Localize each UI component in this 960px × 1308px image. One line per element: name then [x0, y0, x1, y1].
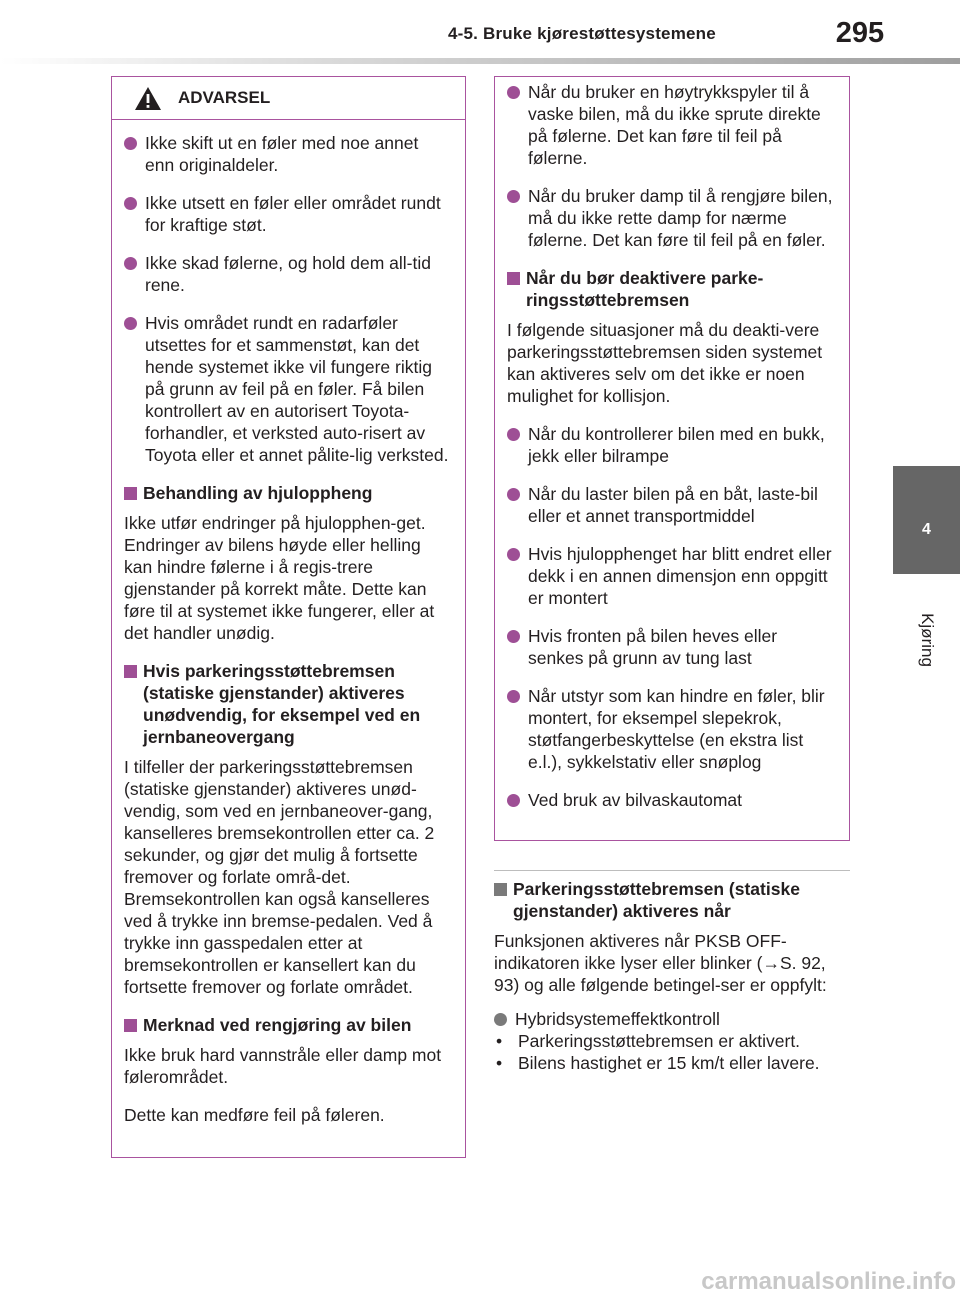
warning-box	[111, 76, 466, 1158]
square-bullet-icon	[124, 1019, 137, 1032]
section-heading: Behandling av hjuloppheng	[124, 482, 451, 504]
list-item: Når utstyr som kan hindre en føler, blir montert, for eksempel slepekrok, støtfangerbeskyttelse (en ekstra list e.l.), sykkelstativ eller snøplog	[507, 685, 835, 773]
dash-list-item: • Bilens hastighet er 15 km/t eller lavere.	[496, 1053, 820, 1073]
info-heading: Parkeringsstøttebremsen (statiske gjenstander) aktiveres når	[494, 878, 850, 922]
list-item: Når du kontrollerer bilen med en bukk, jekk eller bilrampe	[507, 423, 835, 467]
warning-continued-content	[495, 77, 849, 811]
list-item: Når du bruker en høytrykkspyler til å vaske bilen, må du ikke sprute direkte på følerne. Det kan føre til feil på følerne.	[507, 81, 835, 169]
warning-title: ADVARSEL	[178, 88, 271, 107]
section-paragraph: Dette kan medføre feil på føleren.	[124, 1105, 385, 1125]
list-item: Når du bruker damp til å rengjøre bilen, må du ikke rette damp for nærme følerne. Det kan føre til feil på en føler.	[507, 185, 835, 251]
square-bullet-icon	[124, 487, 137, 500]
info-paragraph: Funksjonen aktiveres når PKSB OFF-indikatoren ikke lyser eller blinker (→S. 92, 93) og alle følgende betingel-ser er oppfylt:	[494, 931, 827, 995]
bullet-dot-icon	[507, 488, 520, 501]
section-heading: Merknad ved rengjøring av bilen	[124, 1014, 451, 1036]
list-item: Ikke skad følerne, og hold dem all-tid rene.	[124, 252, 451, 296]
warning-header	[112, 77, 465, 120]
square-bullet-icon	[507, 272, 520, 285]
list-item: Ved bruk av bilvaskautomat	[507, 789, 835, 811]
warning-triangle-icon	[134, 86, 162, 111]
section-heading: Hvis parkeringsstøttebremsen (statiske gjenstander) aktiveres unødvendig, for eksempel ved en jernbaneovergang	[124, 660, 451, 748]
bullet-dot-icon	[507, 86, 520, 99]
dash-bullet-icon: •	[496, 1031, 503, 1051]
list-item: Ikke utsett en føler eller området rundt for kraftige støt.	[124, 192, 451, 236]
section-paragraph: Ikke utfør endringer på hjulopphen-get. Endringer av bilens høyde eller helling kan hindre følerne i å regis-trere gjenstander på korrekt måte. Dette kan føre til at systemet ikke fungerer, eller at det handler unødig.	[124, 513, 435, 643]
bullet-dot-icon	[507, 548, 520, 561]
bullet-dot-icon	[507, 190, 520, 203]
page-number: 295	[835, 17, 885, 49]
bullet-dot-icon	[507, 630, 520, 643]
info-section	[494, 870, 850, 1074]
warning-box-continued	[494, 76, 850, 841]
bullet-dot-icon	[124, 317, 137, 330]
header-section-title: 4-5. Bruke kjørestøttesystemene	[448, 24, 716, 43]
bullet-dot-icon	[507, 428, 520, 441]
section-paragraph: Ikke bruk hard vannstråle eller damp mot følerområdet.	[124, 1045, 442, 1087]
square-bullet-icon	[494, 883, 507, 896]
list-item: Hvis området rundt en radarføler utsettes for et sammenstøt, kan det hende systemet ikke vil fungere riktig på grunn av feil på en føler. Få bilen kontrollert av en autorisert Toyota-forhandler, et verksted auto-risert av Toyota eller et annet pålite-lig verksted.	[124, 312, 451, 466]
bullet-dot-icon	[124, 197, 137, 210]
watermark: carmanualsonline.info	[701, 1268, 956, 1295]
list-item: Hybridsystemeffektkontroll	[494, 1008, 850, 1030]
square-bullet-icon	[124, 665, 137, 678]
warning-content	[112, 120, 465, 1126]
bullet-dot-icon	[124, 137, 137, 150]
chapter-label-text: Kjøring	[917, 613, 937, 667]
section-heading: Når du bør deaktivere parke-ringsstøttebremsen	[507, 267, 835, 311]
chapter-tab[interactable]: 4	[893, 466, 960, 574]
list-item: Hvis fronten på bilen heves eller senkes på grunn av tung last	[507, 625, 835, 669]
header-rule	[0, 58, 960, 64]
bullet-dot-icon	[494, 1013, 507, 1026]
bullet-dot-icon	[507, 690, 520, 703]
list-item: Ikke skift ut en føler med noe annet enn originaldeler.	[124, 132, 451, 176]
section-paragraph: I følgende situasjoner må du deakti-vere parkeringsstøttebremsen siden systemet kan aktiveres selv om det ikke er noen mulighet for kollisjon.	[507, 320, 823, 406]
list-item: Når du laster bilen på en båt, laste-bil eller et annet transportmiddel	[507, 483, 835, 527]
list-item: Hvis hjulopphenget har blitt endret eller dekk i en annen dimensjon enn oppgitt er montert	[507, 543, 835, 609]
dash-bullet-icon: •	[496, 1053, 503, 1073]
dash-list-item: • Parkeringsstøttebremsen er aktivert.	[496, 1031, 801, 1051]
bullet-dot-icon	[507, 794, 520, 807]
bullet-dot-icon	[124, 257, 137, 270]
section-paragraph: I tilfeller der parkeringsstøttebremsen (statiske gjenstander) aktiveres unød-vendig, som ved en jernbaneover-gang, kanselleres bremsekontrollen etter ca. 2 sekunder, og gjør det mulig å fortsette fremover og forlate områ-det. Bremsekontrollen kan også kanselleres ved å trykke inn bremse-pedalen. Ved å trykke inn gasspedalen etter at bremsekontrollen er kansellert kan du fortsette fremover og forlate området.	[124, 757, 435, 997]
chapter-label	[893, 585, 960, 695]
